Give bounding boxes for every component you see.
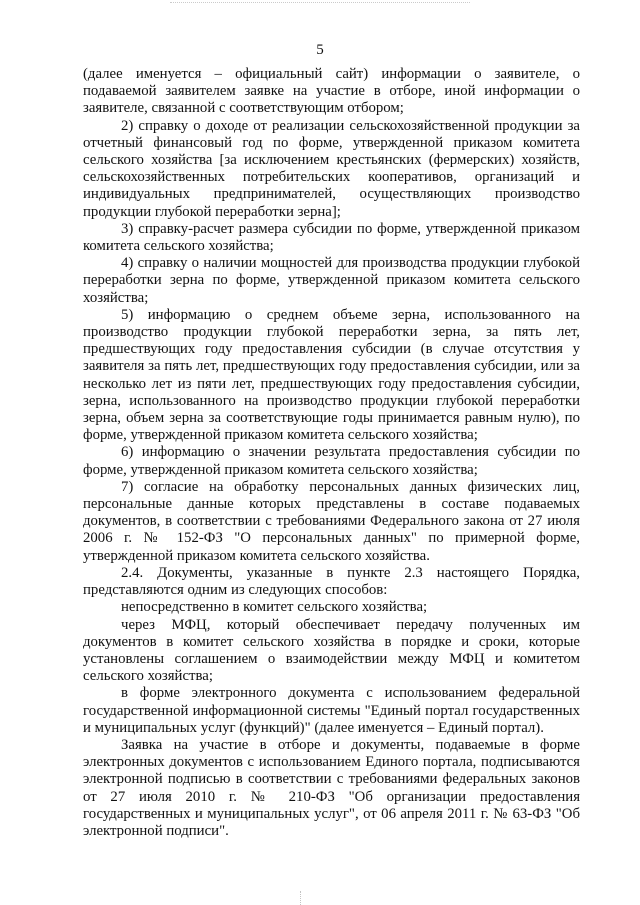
scan-artifact — [170, 2, 470, 9]
page-number: 5 — [316, 42, 324, 58]
paragraph: 5) информацию о среднем объеме зерна, использованного на производство продукции глубокой переработки зерна, за пять лет, предшествующих году предоставления субсидии (в случае отсутствия у заявителя за пять лет, предшествующих году предоставления субсидии, или за несколько лет из пяти лет, предшествующих году предоставления субсидии, зерна, использованного на производство продукции глубокой переработки зерна, объем зерна за соответствующие годы принимается равным нулю), по форме, утвержденной приказом комитета сельского хозяйства; — [83, 306, 580, 444]
scan-artifact — [300, 891, 313, 905]
paragraph: через МФЦ, который обеспечивает передачу полученных им документов в комитет сельского хозяйства в порядке и сроки, которые установлены соглашением о взаимодействии между МФЦ и комитетом сельского хозяйства; — [83, 616, 580, 685]
paragraph: 4) справку о наличии мощностей для производства продукции глубокой переработки зерна по форме, утвержденной приказом комитета сельского хозяйства; — [83, 255, 580, 306]
paragraph: непосредственно в комитет сельского хозяйства; — [121, 599, 428, 616]
paragraph: 3) справку-расчет размера субсидии по форме, утвержденной приказом комитета сельского хозяйства; — [83, 220, 580, 255]
document-body — [83, 66, 580, 840]
paragraph: (далее именуется – официальный сайт) информации о заявителе, о подаваемой заявителем заявке на участие в отборе, иной информации о заявителе, связанной с соответствующим отбором; — [83, 66, 580, 117]
paragraph: 2) справку о доходе от реализации сельскохозяйственной продукции за отчетный финансовый год по форме, утвержденной приказом комитета сельского хозяйства [за исключением крестьянских (фермерских) хозяйств, сельскохозяйственных потребительских кооперативов, организаций и индивидуальных предпринимателей, осуществляющих производство продукции глубокой переработки зерна]; — [83, 117, 580, 220]
paragraph: 2.4. Документы, указанные в пункте 2.3 настоящего Порядка, представляются одним из следующих способов: — [83, 564, 580, 599]
paragraph: в форме электронного документа с использованием федеральной государственной информационной системы "Единый портал государственных и муниципальных услуг (функций)" (далее именуется – Единый портал). — [83, 685, 580, 736]
paragraph: Заявка на участие в отборе и документы, подаваемые в форме электронных документов с использованием Единого портала, подписываются электронной подписью в соответствии с требованиями федеральных законов от 27 июля 2010 г. № 210-ФЗ "Об организации предоставления государственных и муниципальных услуг", от 06 апреля 2011 г. № 63-ФЗ "Об электронной подписи". — [83, 736, 580, 839]
paragraph: 7) согласие на обработку персональных данных физических лиц, персональные данные которых представлены в составе подаваемых документов, в соответствии с требованиями Федерального закона от 27 июля 2006 г. № 152-ФЗ "О персональных данных" по примерной форме, утвержденной приказом комитета сельского хозяйства. — [83, 478, 580, 564]
paragraph: 6) информацию о значении результата предоставления субсидии по форме, утвержденной приказом комитета сельского хозяйства; — [83, 444, 580, 478]
